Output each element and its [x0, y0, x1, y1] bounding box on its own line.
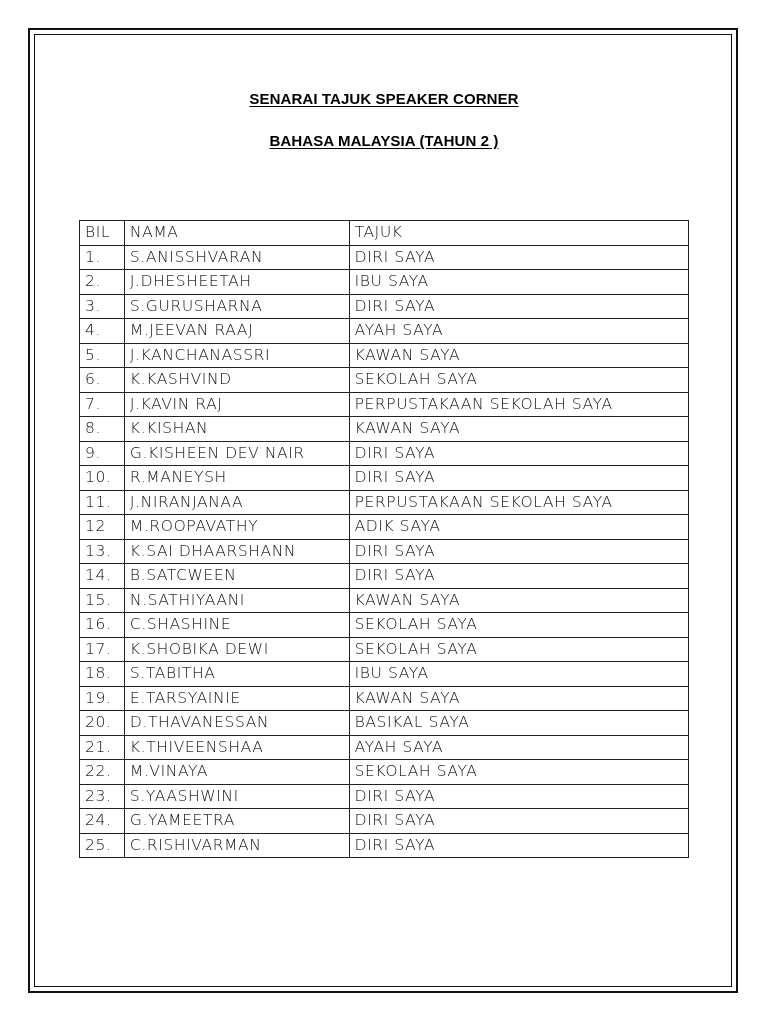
cell-bil: 2.	[80, 270, 125, 295]
cell-bil: 9.	[80, 441, 125, 466]
cell-tajuk: PERPUSTAKAAN SEKOLAH SAYA	[349, 392, 688, 417]
document-title: SENARAI TAJUK SPEAKER CORNER	[249, 91, 519, 108]
header-nama: NAMA	[124, 221, 349, 246]
cell-tajuk: IBU SAYA	[349, 270, 688, 295]
cell-nama: C.RISHIVARMAN	[124, 833, 349, 858]
table-row	[80, 760, 689, 785]
table-row	[80, 270, 689, 295]
table-row	[80, 368, 689, 393]
cell-bil: 23.	[80, 784, 125, 809]
table-row	[80, 392, 689, 417]
table-row	[80, 490, 689, 515]
table-header-row	[80, 221, 689, 246]
cell-bil: 13.	[80, 539, 125, 564]
cell-bil: 24.	[80, 809, 125, 834]
cell-bil: 4.	[80, 319, 125, 344]
cell-bil: 15.	[80, 588, 125, 613]
cell-tajuk: SEKOLAH SAYA	[349, 760, 688, 785]
cell-tajuk: AYAH SAYA	[349, 319, 688, 344]
cell-bil: 14.	[80, 564, 125, 589]
table-row	[80, 735, 689, 760]
table-row	[80, 319, 689, 344]
cell-bil: 16.	[80, 613, 125, 638]
cell-nama: J.KAVIN RAJ	[124, 392, 349, 417]
cell-bil: 6.	[80, 368, 125, 393]
cell-nama: M.ROOPAVATHY	[124, 515, 349, 540]
table-row	[80, 539, 689, 564]
cell-nama: K.SHOBIKA DEWI	[124, 637, 349, 662]
student-topic-table	[79, 220, 689, 858]
cell-bil: 20.	[80, 711, 125, 736]
table-row	[80, 294, 689, 319]
cell-bil: 22.	[80, 760, 125, 785]
cell-tajuk: KAWAN SAYA	[349, 343, 688, 368]
cell-nama: S.GURUSHARNA	[124, 294, 349, 319]
cell-nama: K.SAI DHAARSHANN	[124, 539, 349, 564]
table-row	[80, 417, 689, 442]
cell-bil: 25.	[80, 833, 125, 858]
cell-bil: 3.	[80, 294, 125, 319]
cell-tajuk: IBU SAYA	[349, 662, 688, 687]
cell-bil: 10.	[80, 466, 125, 491]
cell-nama: C.SHASHINE	[124, 613, 349, 638]
cell-nama: G.KISHEEN DEV NAIR	[124, 441, 349, 466]
table-row	[80, 245, 689, 270]
cell-tajuk: DIRI SAYA	[349, 245, 688, 270]
cell-bil: 19.	[80, 686, 125, 711]
document-subtitle: BAHASA MALAYSIA (TAHUN 2 )	[269, 133, 499, 150]
cell-bil: 11.	[80, 490, 125, 515]
cell-tajuk: PERPUSTAKAAN SEKOLAH SAYA	[349, 490, 688, 515]
cell-nama: K.KISHAN	[124, 417, 349, 442]
cell-bil: 21.	[80, 735, 125, 760]
cell-tajuk: DIRI SAYA	[349, 833, 688, 858]
header-tajuk: TAJUK	[349, 221, 688, 246]
cell-nama: E.TARSYAINIE	[124, 686, 349, 711]
cell-nama: G.YAMEETRA	[124, 809, 349, 834]
table-row	[80, 833, 689, 858]
cell-tajuk: DIRI SAYA	[349, 294, 688, 319]
cell-bil: 7.	[80, 392, 125, 417]
cell-nama: J.DHESHEETAH	[124, 270, 349, 295]
cell-nama: S.YAASHWINI	[124, 784, 349, 809]
cell-nama: J.NIRANJANAA	[124, 490, 349, 515]
table-row	[80, 515, 689, 540]
cell-tajuk: AYAH SAYA	[349, 735, 688, 760]
cell-nama: D.THAVANESSAN	[124, 711, 349, 736]
cell-tajuk: DIRI SAYA	[349, 564, 688, 589]
cell-tajuk: DIRI SAYA	[349, 539, 688, 564]
table-row	[80, 441, 689, 466]
cell-nama: K.KASHVIND	[124, 368, 349, 393]
cell-nama: M.VINAYA	[124, 760, 349, 785]
cell-tajuk: KAWAN SAYA	[349, 588, 688, 613]
cell-nama: K.THIVEENSHAA	[124, 735, 349, 760]
cell-tajuk: KAWAN SAYA	[349, 417, 688, 442]
table-row	[80, 809, 689, 834]
cell-tajuk: ADIK SAYA	[349, 515, 688, 540]
cell-tajuk: BASIKAL SAYA	[349, 711, 688, 736]
cell-bil: 5.	[80, 343, 125, 368]
table-row	[80, 466, 689, 491]
cell-tajuk: DIRI SAYA	[349, 809, 688, 834]
cell-nama: J.KANCHANASSRI	[124, 343, 349, 368]
cell-bil: 1.	[80, 245, 125, 270]
table-row	[80, 588, 689, 613]
cell-nama: R.MANEYSH	[124, 466, 349, 491]
cell-bil: 8.	[80, 417, 125, 442]
cell-tajuk: SEKOLAH SAYA	[349, 613, 688, 638]
cell-nama: M.JEEVAN RAAJ	[124, 319, 349, 344]
table-row	[80, 637, 689, 662]
cell-tajuk: SEKOLAH SAYA	[349, 368, 688, 393]
cell-nama: N.SATHIYAANI	[124, 588, 349, 613]
table-row	[80, 343, 689, 368]
cell-tajuk: DIRI SAYA	[349, 441, 688, 466]
cell-bil: 18.	[80, 662, 125, 687]
table-row	[80, 564, 689, 589]
table-row	[80, 784, 689, 809]
cell-tajuk: SEKOLAH SAYA	[349, 637, 688, 662]
table-row	[80, 686, 689, 711]
cell-tajuk: DIRI SAYA	[349, 784, 688, 809]
cell-nama: S.ANISSHVARAN	[124, 245, 349, 270]
cell-nama: B.SATCWEEN	[124, 564, 349, 589]
cell-bil: 12	[80, 515, 125, 540]
header-bil: BIL	[80, 221, 125, 246]
table-row	[80, 613, 689, 638]
cell-bil: 17.	[80, 637, 125, 662]
cell-tajuk: KAWAN SAYA	[349, 686, 688, 711]
table-row	[80, 662, 689, 687]
table-row	[80, 711, 689, 736]
cell-nama: S.TABITHA	[124, 662, 349, 687]
cell-tajuk: DIRI SAYA	[349, 466, 688, 491]
